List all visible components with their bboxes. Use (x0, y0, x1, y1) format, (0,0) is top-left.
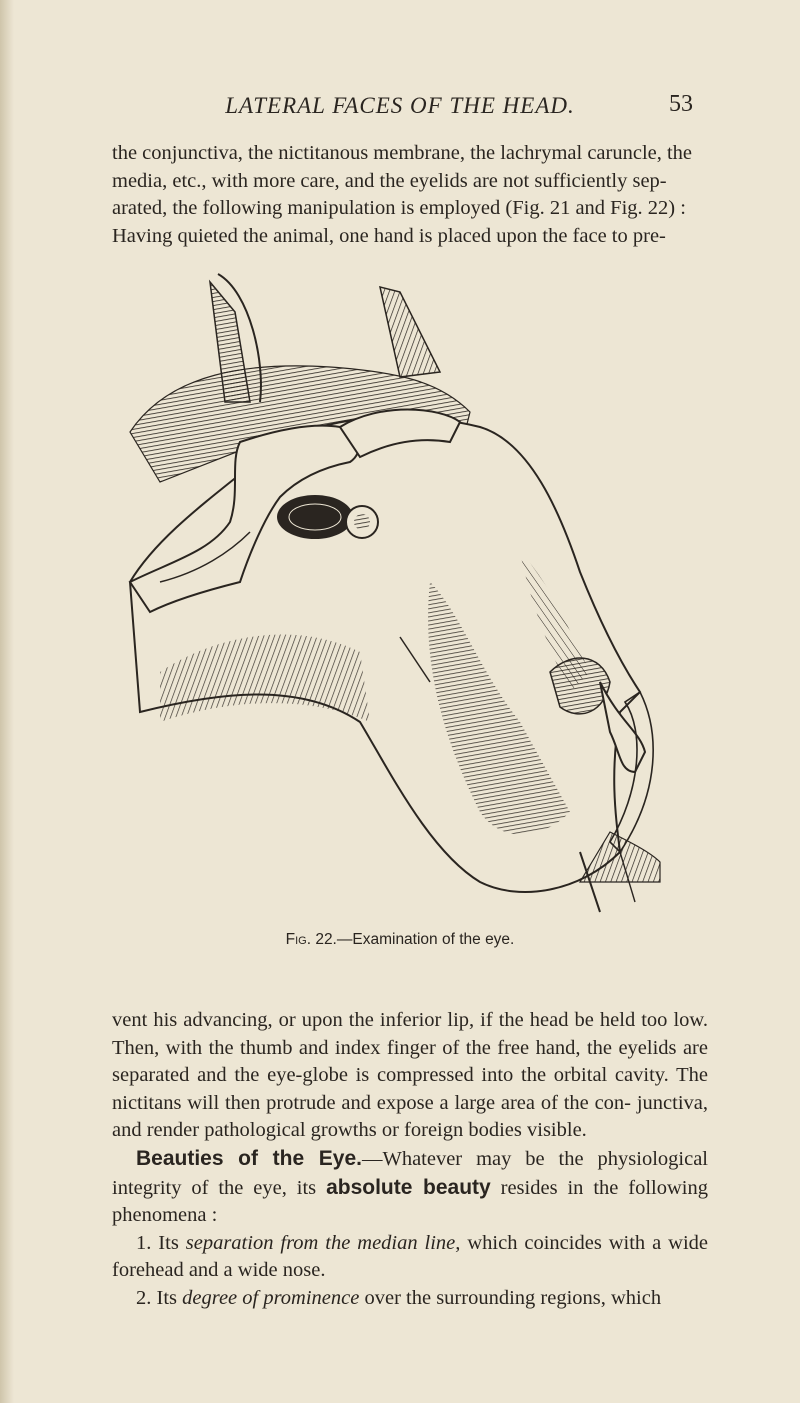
figure-caption (0, 931, 800, 949)
list-item (112, 1230, 708, 1285)
paragraph-text: resides in the following phenomena : (112, 1176, 708, 1227)
item-number: 1. Its (136, 1231, 186, 1254)
top-paragraph (112, 140, 708, 250)
item-italic: degree of prominence (182, 1286, 360, 1309)
text-line: media, etc., with more care, and the eyelids are not sufficiently sep- (112, 169, 667, 192)
text-line: the conjunctiva, the nictitanous membrane, the lachrymal caruncle, the (112, 142, 693, 164)
page-edge-shadow (0, 0, 14, 1403)
item-text: over the surrounding regions, which (359, 1286, 662, 1309)
item-text: which coincides with a wide forehead and a wide nose. (112, 1231, 709, 1282)
page-number: 53 (669, 91, 693, 117)
paragraph (112, 1145, 708, 1230)
text-line: Having quieted the animal, one hand is placed upon the face to pre- (112, 224, 666, 247)
running-head: LATERAL FACES OF THE HEAD. (225, 93, 575, 118)
figure-illustration (100, 252, 700, 922)
emphasis-text: absolute beauty (326, 1175, 491, 1199)
text-line: arated, the following manipulation is employed (Fig. 21 and Fig. 22) : (112, 197, 686, 220)
paragraph: vent his advancing, or upon the inferior lip, if the head be held too low. Then, with the thumb and index finger of the free hand, the eyelids are separated and the eye-globe is compressed into the orbital cavity. The nictitans will then protrude and expose a large area of the con- junctiva, and render pathological growths or foreign bodies visible. (112, 1009, 708, 1142)
caption-text: —Examination of the eye. (336, 931, 515, 948)
item-number: 2. Its (136, 1286, 183, 1309)
section-heading: Beauties of the Eye. (136, 1146, 362, 1170)
paragraph-text: —Whatever may be the physiological integrity of the eye, its (112, 1147, 708, 1199)
list-item (112, 1285, 708, 1313)
body-text (112, 1007, 708, 1313)
item-italic: separation from the median line, (185, 1231, 461, 1254)
horse-head-engraving-icon (100, 252, 700, 922)
caption-label: Fig. 22. (285, 931, 337, 948)
page-header (0, 93, 800, 123)
